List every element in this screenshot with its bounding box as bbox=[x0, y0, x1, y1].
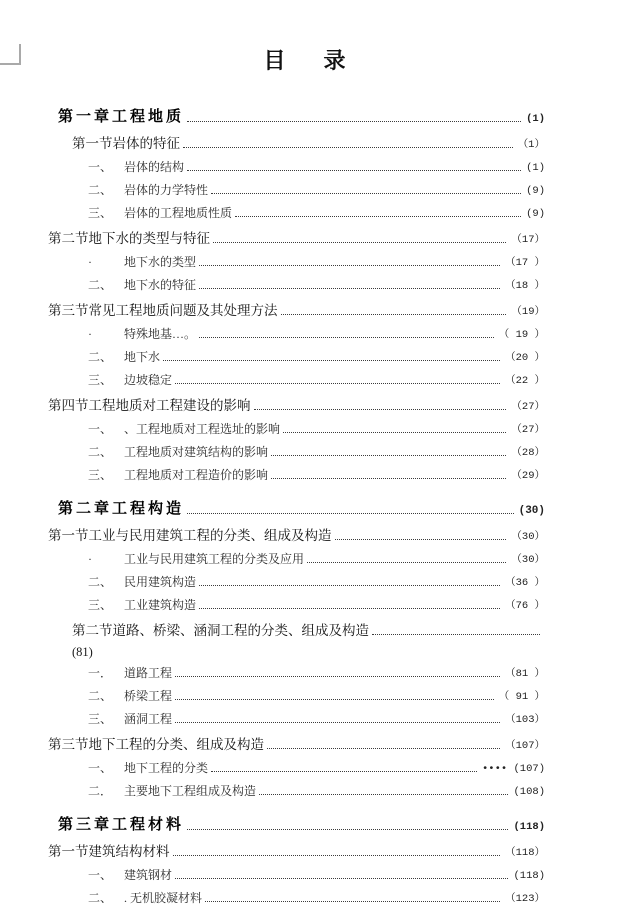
toc-line bbox=[0, 420, 545, 437]
toc-item-number: · bbox=[88, 255, 92, 269]
toc-page-number: （ 19 ） bbox=[498, 329, 545, 341]
toc-line bbox=[0, 645, 545, 660]
toc-item-number: · bbox=[88, 552, 92, 566]
toc-line bbox=[0, 497, 545, 518]
toc-page-number: •••• (107) bbox=[481, 763, 545, 775]
toc-line-text: 地下水的特征 bbox=[124, 278, 197, 292]
toc-line bbox=[0, 889, 545, 906]
toc-page-number: （17） bbox=[511, 234, 545, 246]
toc-page-number: （123） bbox=[505, 893, 545, 905]
toc-item-number: 二、 bbox=[88, 350, 113, 364]
toc-item-number: 三、 bbox=[88, 468, 113, 482]
toc-line bbox=[0, 596, 545, 613]
toc-line-text: 工业建筑构造 bbox=[124, 598, 197, 612]
dot-leader bbox=[235, 216, 521, 217]
toc-line-text: 地下水的类型 bbox=[124, 255, 197, 269]
dot-leader bbox=[205, 901, 500, 902]
dot-leader bbox=[175, 722, 500, 723]
toc-page-number: （20 ） bbox=[505, 352, 545, 364]
toc-item-number: 三、 bbox=[88, 373, 113, 387]
dot-leader bbox=[163, 360, 500, 361]
toc-line-text: 第三章工程材料 bbox=[58, 817, 185, 833]
toc-page-number: （18 ） bbox=[505, 280, 545, 292]
toc-page-number: （27） bbox=[511, 401, 545, 413]
dot-leader bbox=[175, 878, 508, 879]
toc-item-number: · bbox=[88, 327, 92, 341]
toc-line-text: 岩体的工程地质性质 bbox=[124, 206, 233, 220]
dot-leader bbox=[335, 539, 507, 540]
toc-page-number: （22 ） bbox=[505, 375, 545, 387]
toc-line bbox=[0, 550, 545, 567]
toc-page-number: （36 ） bbox=[505, 577, 545, 589]
dot-leader bbox=[199, 288, 500, 289]
toc-line-text: 岩体的力学特性 bbox=[124, 183, 209, 197]
toc-line bbox=[0, 299, 545, 319]
toc-line bbox=[0, 371, 545, 388]
toc-page-number: （29） bbox=[511, 470, 545, 482]
toc-line bbox=[0, 276, 545, 293]
dot-leader bbox=[211, 193, 521, 194]
toc-line-text: 工程地质对建筑结构的影响 bbox=[124, 445, 269, 459]
toc-line bbox=[0, 573, 545, 590]
toc-page-number: （ 91 ） bbox=[498, 691, 545, 703]
toc-item-number: 三、 bbox=[88, 206, 113, 220]
toc-item-number: 二、 bbox=[88, 891, 113, 905]
toc-item-number: 二、 bbox=[88, 575, 113, 589]
document-title: 目 录 bbox=[263, 48, 354, 73]
toc-line-text: 第一节建筑结构材料 bbox=[48, 844, 170, 859]
toc-line bbox=[0, 466, 545, 483]
toc-page-number: （76 ） bbox=[505, 600, 545, 612]
toc-line-text: 主要地下工程组成及构造 bbox=[124, 784, 257, 798]
toc-item-number: 二． bbox=[88, 784, 113, 798]
toc-page-number: （81 ） bbox=[505, 668, 545, 680]
toc-item-number: 二、 bbox=[88, 689, 113, 703]
toc-page-number: (118) bbox=[513, 870, 545, 882]
toc-line bbox=[0, 687, 545, 704]
toc-page-number: (1) bbox=[526, 113, 545, 125]
dot-leader bbox=[211, 771, 477, 772]
toc-line-text: 工程地质对工程造价的影响 bbox=[124, 468, 269, 482]
toc-line bbox=[0, 181, 545, 198]
dot-leader bbox=[187, 513, 514, 514]
dot-leader bbox=[199, 265, 500, 266]
toc-line-text: 民用建筑构造 bbox=[124, 575, 197, 589]
toc-line-text: 特殊地基…。 bbox=[124, 327, 197, 341]
table-of-contents bbox=[0, 105, 617, 906]
dot-leader bbox=[183, 147, 513, 148]
toc-line-text: 第二节地下水的类型与特征 bbox=[48, 231, 210, 246]
toc-line-text: 第四节工程地质对工程建设的影响 bbox=[48, 398, 251, 413]
dot-leader bbox=[271, 455, 506, 456]
toc-line-text: 岩体的结构 bbox=[124, 160, 185, 174]
toc-page-number: (30) bbox=[518, 505, 545, 517]
toc-line-text: 边坡稳定 bbox=[124, 373, 173, 387]
dot-leader bbox=[173, 855, 501, 856]
toc-line bbox=[0, 733, 545, 753]
toc-item-number: 一． bbox=[88, 666, 113, 680]
dot-leader bbox=[199, 337, 494, 338]
toc-line-text: 道路工程 bbox=[124, 666, 173, 680]
toc-line bbox=[0, 204, 545, 221]
toc-line-text: 地下水 bbox=[124, 350, 161, 364]
toc-page-number: （103） bbox=[505, 714, 545, 726]
toc-page-number: （28） bbox=[511, 447, 545, 459]
toc-item-number: 一、 bbox=[88, 868, 113, 882]
toc-line-text: 第二节道路、桥梁、涵洞工程的分类、组成及构造 bbox=[72, 623, 369, 638]
dot-leader bbox=[254, 409, 507, 410]
toc-item-number: 一、 bbox=[88, 422, 113, 436]
toc-item-number: 三、 bbox=[88, 598, 113, 612]
dot-leader bbox=[199, 608, 500, 609]
toc-item-number: 一、 bbox=[88, 160, 113, 174]
toc-line-text: 第一节岩体的特征 bbox=[72, 136, 180, 151]
toc-line bbox=[0, 782, 545, 799]
dot-leader bbox=[271, 478, 506, 479]
toc-page-number: （1） bbox=[517, 139, 545, 151]
toc-item-number: 二、 bbox=[88, 445, 113, 459]
toc-line-text: . 无机胶凝材料 bbox=[124, 891, 203, 905]
toc-page-number: （30） bbox=[511, 531, 545, 543]
toc-item-number: 三、 bbox=[88, 712, 113, 726]
toc-line bbox=[0, 710, 545, 727]
toc-line-text: 地下工程的分类 bbox=[124, 761, 209, 775]
toc-line bbox=[0, 840, 545, 860]
toc-line bbox=[0, 253, 545, 270]
toc-item-number: 一、 bbox=[88, 761, 113, 775]
toc-line-text: 涵洞工程 bbox=[124, 712, 173, 726]
toc-page-number: （19） bbox=[511, 306, 545, 318]
dot-leader bbox=[175, 383, 500, 384]
toc-line bbox=[0, 105, 545, 126]
toc-page-number: (118) bbox=[513, 821, 545, 833]
toc-line-text: 第二章工程构造 bbox=[58, 501, 185, 517]
toc-line-text: 第一章工程地质 bbox=[58, 109, 185, 125]
dot-leader bbox=[213, 242, 506, 243]
dot-leader bbox=[187, 170, 521, 171]
toc-page-number: (9) bbox=[526, 208, 545, 220]
dot-leader bbox=[175, 676, 500, 677]
toc-page-number: （107） bbox=[505, 740, 545, 752]
toc-page-number: （27） bbox=[511, 424, 545, 436]
dot-leader bbox=[199, 585, 500, 586]
dot-leader bbox=[187, 121, 521, 122]
dot-leader bbox=[175, 699, 494, 700]
toc-line bbox=[0, 619, 545, 639]
toc-line-text: 建筑钢材 bbox=[124, 868, 173, 882]
dot-leader bbox=[259, 794, 508, 795]
toc-line bbox=[0, 348, 545, 365]
toc-page-number: (1) bbox=[526, 162, 545, 174]
toc-line bbox=[0, 759, 545, 776]
toc-line bbox=[0, 524, 545, 544]
dot-leader bbox=[187, 829, 508, 830]
toc-page-number: （17 ） bbox=[505, 257, 545, 269]
toc-line bbox=[0, 132, 545, 152]
toc-line bbox=[0, 394, 545, 414]
toc-line-text: (81) bbox=[72, 645, 93, 659]
toc-line bbox=[0, 325, 545, 342]
toc-page-number: （118） bbox=[505, 847, 545, 859]
toc-line bbox=[0, 158, 545, 175]
toc-line-text: 第三节地下工程的分类、组成及构造 bbox=[48, 737, 264, 752]
toc-line bbox=[0, 813, 545, 834]
dot-leader bbox=[372, 634, 540, 635]
toc-item-number: 二、 bbox=[88, 278, 113, 292]
toc-item-number: 二、 bbox=[88, 183, 113, 197]
dot-leader bbox=[283, 432, 506, 433]
toc-page-number: (9) bbox=[526, 185, 545, 197]
dot-leader bbox=[281, 314, 507, 315]
toc-line bbox=[0, 227, 545, 247]
corner-artifact bbox=[0, 44, 21, 65]
dot-leader bbox=[267, 748, 500, 749]
toc-line-text: 、工程地质对工程选址的影响 bbox=[124, 422, 281, 436]
toc-line bbox=[0, 443, 545, 460]
dot-leader bbox=[307, 562, 506, 563]
toc-line-text: 桥梁工程 bbox=[124, 689, 173, 703]
toc-line-text: 工业与民用建筑工程的分类及应用 bbox=[124, 552, 305, 566]
toc-page-number: (108) bbox=[513, 786, 545, 798]
toc-line-text: 第一节工业与民用建筑工程的分类、组成及构造 bbox=[48, 528, 332, 543]
toc-page-number: （30） bbox=[511, 554, 545, 566]
toc-line bbox=[0, 664, 545, 681]
toc-line-text: 第三节常见工程地质问题及其处理方法 bbox=[48, 303, 278, 318]
